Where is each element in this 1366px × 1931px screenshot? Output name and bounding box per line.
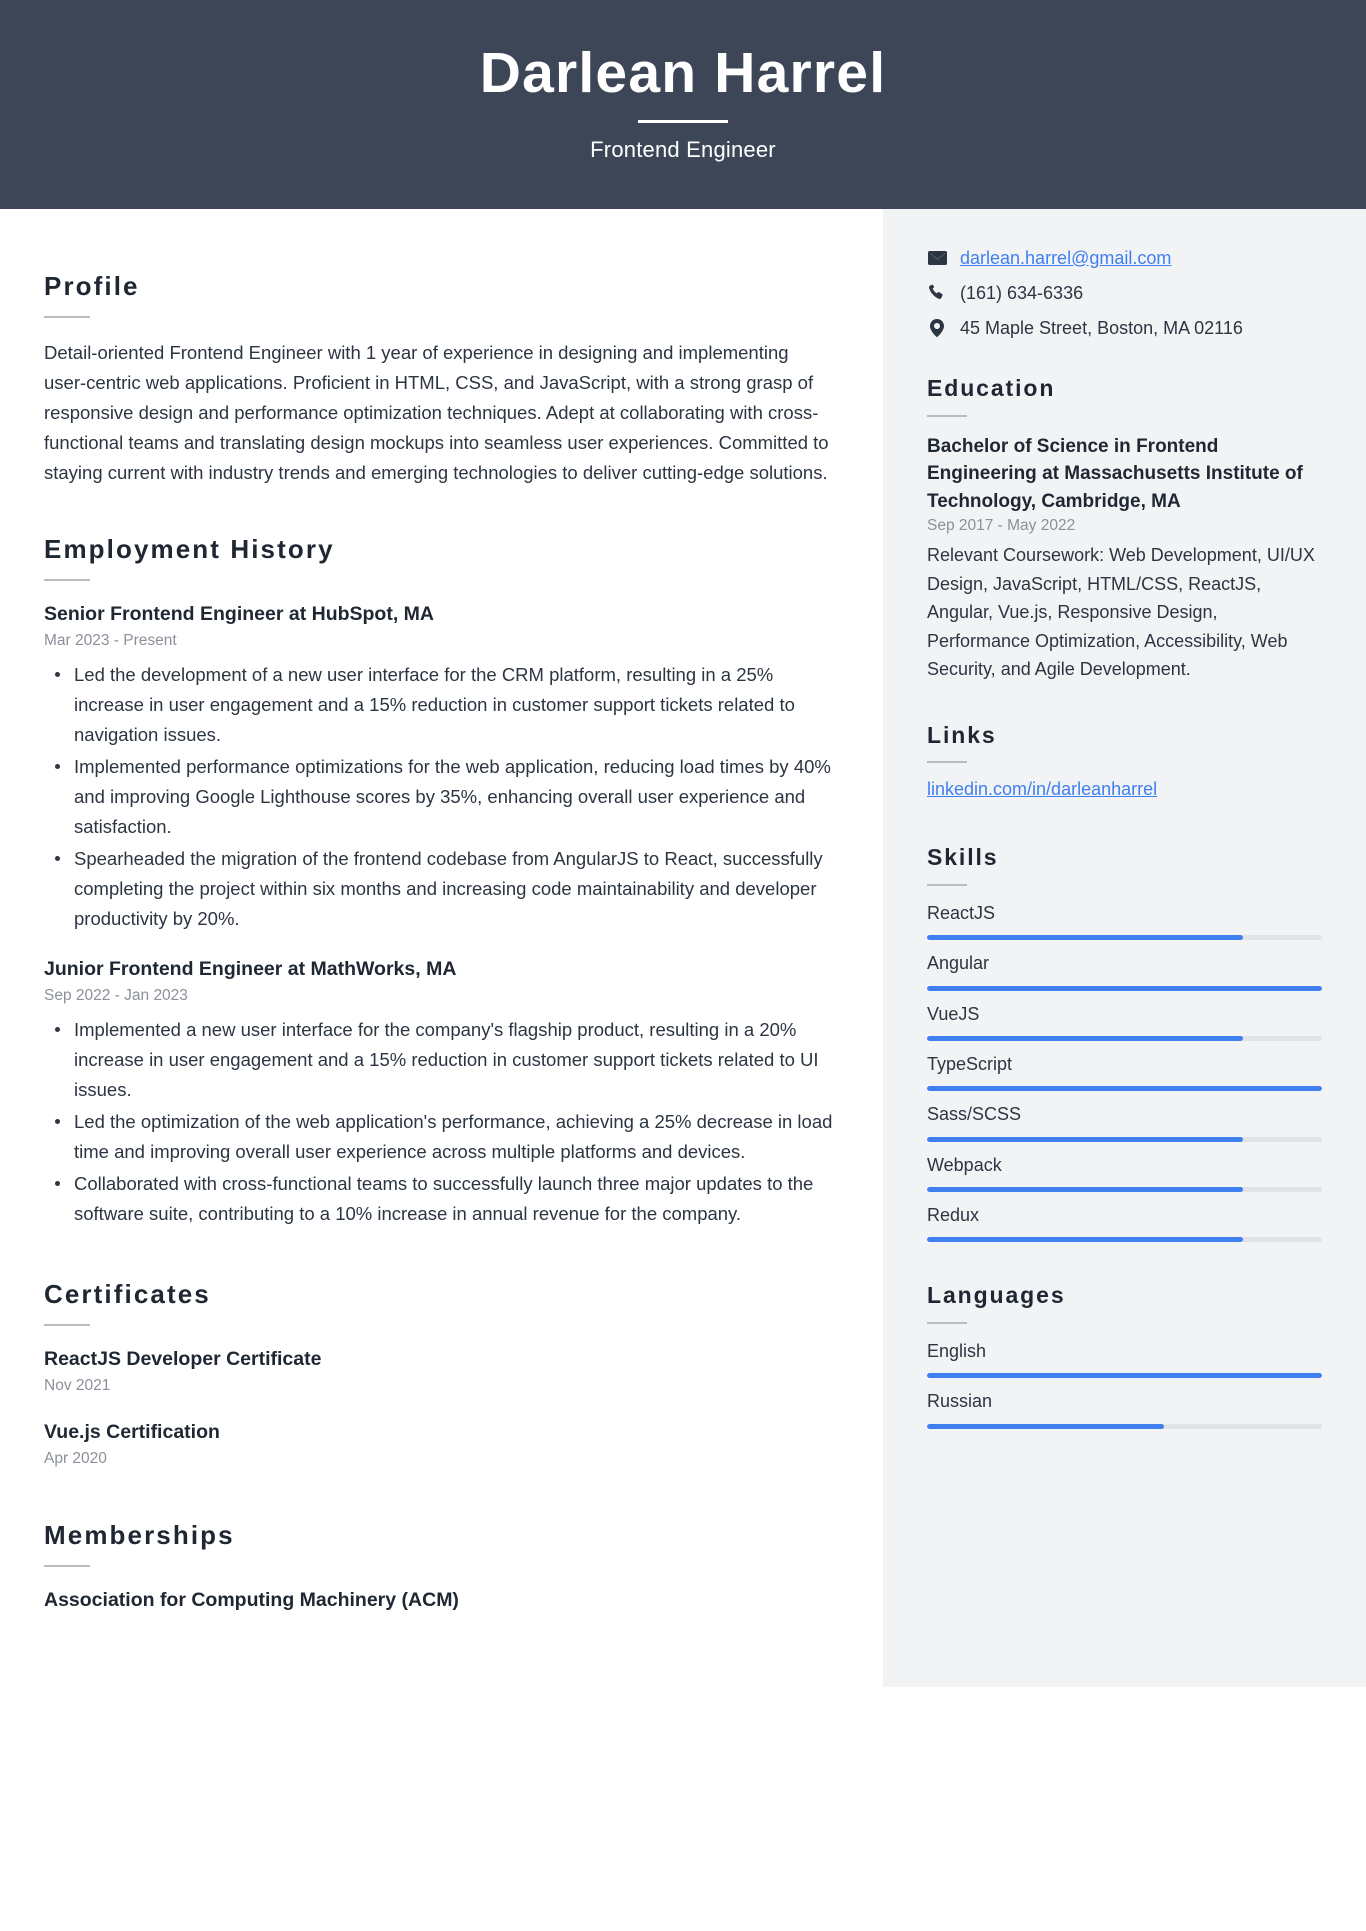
employment-entry (44, 956, 835, 1229)
section-title-memberships: Memberships (44, 1519, 235, 1550)
skill-label: ReactJS (927, 902, 996, 923)
job-bullet: Implemented a new user interface for the company's flagship product, resulting in a 20% increase in user engagement and a 15% reduction in customer support tickets related to UI issues. (44, 1015, 835, 1105)
level-bar-fill (927, 986, 1322, 991)
section-certificates (44, 1279, 835, 1470)
skill-item (927, 1103, 1322, 1141)
level-bar-fill (927, 1237, 1243, 1242)
profile-link[interactable]: linkedin.com/in/darleanharrel (927, 779, 1158, 800)
level-bar-fill (927, 1424, 1164, 1429)
certificate-entry (44, 1346, 835, 1397)
skill-label: Angular (927, 953, 990, 974)
link-list (927, 779, 1322, 800)
certificate-title: ReactJS Developer Certificate (44, 1347, 322, 1370)
education-degree: Bachelor of Science in Frontend Engineering at Massachusetts Institute of Technology, Cambridge, MA (927, 435, 1303, 512)
job-date-range: Sep 2022 - Jan 2023 (44, 987, 188, 1005)
candidate-job-title: Frontend Engineer (590, 136, 776, 162)
level-bar-track (927, 1237, 1322, 1242)
skill-item (927, 1053, 1322, 1091)
language-label: Russian (927, 1391, 993, 1412)
employment-entries (44, 601, 835, 1229)
level-bar-track (927, 986, 1322, 991)
skill-item (927, 1204, 1322, 1242)
skill-bar-list (927, 902, 1322, 1243)
skill-label: Redux (927, 1205, 980, 1226)
job-bullet: Led the development of a new user interface for the CRM platform, resulting in a 25% increase in user engagement and a 15% reduction in customer support tickets related to navigation issues. (44, 660, 835, 750)
certificate-entries (44, 1346, 835, 1470)
education-date-range: Sep 2017 - May 2022 (927, 517, 1076, 535)
level-bar-track (927, 1187, 1322, 1192)
job-bullet-list (44, 660, 835, 934)
section-rule (927, 415, 967, 417)
job-bullet: Implemented performance optimizations for the web application, reducing load times by 40% and improving Google Lighthouse scores by 35%, enhancing overall user experience and satisfaction. (44, 752, 835, 842)
header-divider (638, 120, 728, 123)
resume-header-banner (0, 0, 1366, 209)
level-bar-fill (927, 1373, 1322, 1378)
contact-details (927, 245, 1322, 341)
candidate-name: Darlean Harrel (479, 41, 887, 105)
level-bar-fill (927, 1036, 1243, 1041)
street-address: 45 Maple Street, Boston, MA 02116 (960, 318, 1243, 339)
section-links (927, 722, 1322, 801)
contact-row-phone (927, 280, 1322, 306)
skill-item (927, 1003, 1322, 1041)
main-column (0, 209, 883, 1687)
skill-label: Webpack (927, 1154, 1002, 1175)
section-languages (927, 1282, 1322, 1428)
membership-entry (44, 1587, 835, 1613)
section-title-skills: Skills (927, 844, 999, 871)
language-bar-list (927, 1340, 1322, 1429)
certificate-entry (44, 1419, 835, 1470)
section-title-links: Links (927, 721, 997, 748)
section-rule (927, 884, 967, 886)
section-title-languages: Languages (927, 1282, 1066, 1309)
level-bar-track (927, 1086, 1322, 1091)
sidebar-column (883, 209, 1366, 1687)
level-bar-fill (927, 1086, 1322, 1091)
job-bullet: Collaborated with cross-functional teams to successfully launch three major updates to the software suite, contributing to a 10% increase in annual revenue for the company. (44, 1169, 835, 1229)
resume-body (0, 209, 1366, 1687)
section-title-certificates: Certificates (44, 1278, 211, 1309)
employment-entry (44, 601, 835, 934)
skill-label: Sass/SCSS (927, 1104, 1022, 1125)
level-bar-track (927, 1373, 1322, 1378)
profile-summary-text: Detail-oriented Frontend Engineer with 1 year of experience in designing and implementing user-centric web applications. Proficient in HTML, CSS, and JavaScript, with a strong grasp of responsive design and performance optimization techniques. Adept at collaborating with cross-functional teams and translating design mockups into seamless user experiences. Committed to staying current with industry trends and emerging technologies to deliver cutting-edge solutions. (44, 342, 829, 483)
section-education (927, 375, 1322, 683)
level-bar-track (927, 1036, 1322, 1041)
language-item (927, 1390, 1322, 1428)
membership-entries (44, 1587, 835, 1613)
section-rule (44, 1565, 90, 1567)
job-bullet: Led the optimization of the web application's performance, achieving a 25% decrease in load time and improving overall user experience across multiple platforms and devices. (44, 1107, 835, 1167)
job-title: Junior Frontend Engineer at MathWorks, MA (44, 957, 457, 980)
skill-label: TypeScript (927, 1053, 1013, 1074)
section-rule (927, 1322, 967, 1324)
contact-row-address (927, 315, 1322, 341)
level-bar-fill (927, 935, 1243, 940)
level-bar-track (927, 1424, 1322, 1429)
section-rule (927, 761, 967, 763)
section-profile (44, 271, 835, 488)
section-rule (44, 316, 90, 318)
section-employment-history (44, 534, 835, 1229)
skill-item (927, 902, 1322, 940)
phone-number: (161) 634-6336 (960, 282, 1084, 303)
section-skills (927, 844, 1322, 1242)
section-title-employment: Employment History (44, 533, 335, 564)
level-bar-track (927, 935, 1322, 940)
job-bullet-list (44, 1015, 835, 1229)
section-rule (44, 579, 90, 581)
level-bar-track (927, 1137, 1322, 1142)
job-title: Senior Frontend Engineer at HubSpot, MA (44, 603, 434, 626)
section-title-education: Education (927, 375, 1056, 402)
education-coursework: Relevant Coursework: Web Development, UI/UX Design, JavaScript, HTML/CSS, ReactJS, Angular, Vue.js, Responsive Design, Performance Optimization, Accessibility, Web Security, and Agile Development. (927, 545, 1315, 680)
level-bar-fill (927, 1137, 1243, 1142)
job-date-range: Mar 2023 - Present (44, 632, 177, 650)
skill-label: VueJS (927, 1003, 980, 1024)
section-rule (44, 1324, 90, 1326)
job-bullet: Spearheaded the migration of the frontend codebase from AngularJS to React, successfully completing the project within six months and increasing code maintainability and developer productivity by 20%. (44, 844, 835, 934)
skill-item (927, 1154, 1322, 1192)
envelope-icon (927, 251, 947, 265)
language-item (927, 1340, 1322, 1378)
section-title-profile: Profile (44, 270, 140, 301)
certificate-date: Nov 2021 (44, 1377, 111, 1395)
language-label: English (927, 1341, 987, 1362)
skill-item (927, 952, 1322, 990)
map-pin-icon (927, 319, 947, 337)
contact-row-email[interactable] (927, 245, 1322, 271)
membership-title: Association for Computing Machinery (ACM) (44, 1588, 459, 1611)
certificate-title: Vue.js Certification (44, 1420, 220, 1443)
section-memberships (44, 1520, 835, 1614)
email-link[interactable]: darlean.harrel@gmail.com (960, 247, 1172, 268)
phone-icon (927, 284, 947, 301)
level-bar-fill (927, 1187, 1243, 1192)
certificate-date: Apr 2020 (44, 1450, 107, 1468)
